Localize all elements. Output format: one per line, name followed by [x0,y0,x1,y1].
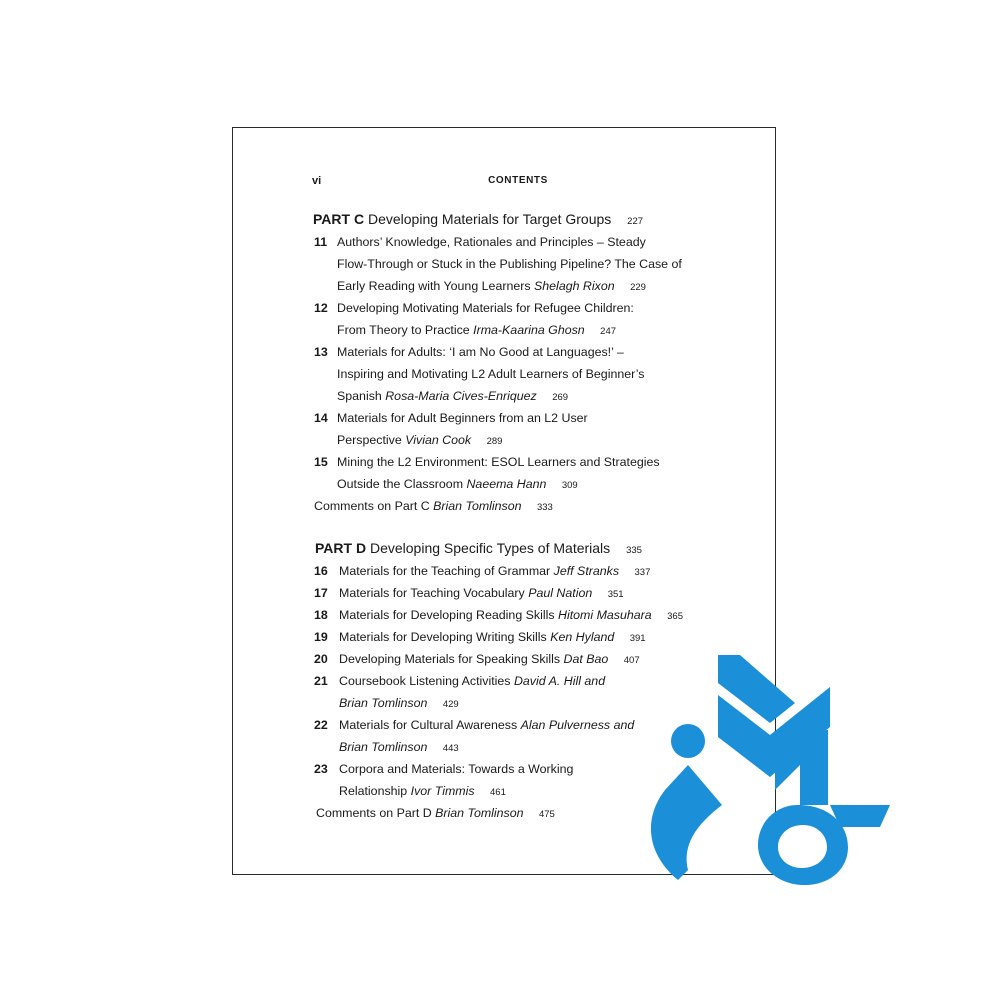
chapter-title-line: Perspective [337,433,402,447]
chapter-title-line: Early Reading with Young Learners [337,279,531,293]
chapter-number: 13 [314,345,328,359]
comments-author: Brian Tomlinson [433,499,522,513]
chapter-entry-last-line [337,389,568,403]
chapter-entry-last-line [339,740,459,754]
chapter-number: 16 [314,564,328,578]
chapter-author: Shelagh Rixon [534,279,615,293]
chapter-number: 21 [314,674,328,688]
part-title: Developing Specific Types of Materials [369,540,611,556]
chapter-entry-last-line [339,652,640,666]
part-label: PART D [315,540,367,556]
chapter-number: 18 [314,608,328,622]
chapter-title-line: Materials for Cultural Awareness [339,718,518,732]
chapter-entry-last-line [337,323,616,337]
chapter-entry-last-line [339,608,683,622]
page-ref: 337 [634,567,651,578]
chapter-number: 19 [314,630,328,644]
page-ref: 475 [538,809,555,820]
part-c-heading [313,211,643,227]
comments-label: Comments on Part C [314,499,430,513]
chapter-title-line: Coursebook Listening Activities [339,674,511,688]
page-ref: 309 [561,480,578,491]
chapter-author: Brian Tomlinson [339,740,428,754]
chapter-entry-last-line [339,630,646,644]
page-ref: 335 [626,545,642,556]
chapter-title-line: Materials for the Teaching of Grammar [339,564,551,578]
chapter-number: 15 [314,455,328,469]
chapter-author: Ivor Timmis [410,784,475,798]
chapter-title-line: Flow-Through or Stuck in the Publishing Pipeline? The Case of [337,257,682,271]
page-number: vi [312,175,322,187]
page-ref: 289 [486,436,503,447]
chapter-title-line: Spanish [337,389,382,403]
chapter-author: Jeff Stranks [553,564,620,578]
chapter-title-line: Mining the L2 Environment: ESOL Learners and Strategies [337,455,660,469]
page-ref: 333 [536,502,553,513]
chapter-title-line: Materials for Developing Reading Skills [339,608,555,622]
chapter-title-line: Materials for Developing Writing Skills [339,630,547,644]
chapter-number: 20 [314,652,328,666]
chapter-author: Ken Hyland [550,630,615,644]
chapter-author: Irma-Kaarina Ghosn [473,323,585,337]
chapter-entry-last-line [339,564,650,578]
chapter-title-line: From Theory to Practice [337,323,470,337]
chapter-title-line: Authors’ Knowledge, Rationales and Principles – Steady [337,235,646,249]
page-ref: 351 [607,589,624,600]
chapter-entry-last-line [339,696,459,710]
chapter-author: Rosa-Maria Cives-Enriquez [385,389,537,403]
chapter-author: Alan Pulverness and [520,718,635,732]
part-title: Developing Materials for Target Groups [367,211,612,227]
chapter-number: 22 [314,718,328,732]
chapter-title-line: Relationship [339,784,408,798]
part-comments [316,806,555,820]
page-ref: 461 [490,787,506,798]
page-ref: 391 [629,633,646,644]
chapter-number: 12 [314,301,328,315]
page-ref: 247 [600,326,617,337]
chapter-title-first-line [339,718,634,732]
chapter-title-line: Corpora and Materials: Towards a Working [339,762,574,776]
chapter-entry-last-line [337,477,578,491]
chapter-title-first-line [339,674,605,688]
chapter-author: David A. Hill and [513,674,606,688]
comments-label: Comments on Part D [316,806,432,820]
comments-author: Brian Tomlinson [435,806,524,820]
chapter-number: 23 [314,762,328,776]
page-ref: 269 [552,392,569,403]
page-ref: 429 [442,699,459,710]
chapter-entry-last-line [337,433,502,447]
page-title: CONTENTS [488,175,548,186]
chapter-entry-last-line [339,586,624,600]
chapter-author: Hitomi Masuhara [558,608,652,622]
page-ref: 365 [667,611,683,622]
chapter-number: 14 [314,411,328,425]
chapter-author: Vivian Cook [405,433,472,447]
chapter-title-line: Materials for Teaching Vocabulary [339,586,525,600]
part-d-heading [315,540,642,556]
chapter-title-line: Inspiring and Motivating L2 Adult Learners of Beginner’s [337,367,645,381]
chapter-title-line: Developing Motivating Materials for Refugee Children: [337,301,634,315]
chapter-entry-last-line [337,279,646,293]
part-comments [314,499,553,513]
chapter-number: 11 [314,235,328,249]
chapter-title-line: Developing Materials for Speaking Skills [339,652,561,666]
page-ref: 407 [623,655,640,666]
chapter-author: Paul Nation [528,586,593,600]
chapter-author: Brian Tomlinson [339,696,428,710]
part-label: PART C [313,211,365,227]
chapter-title-line: Outside the Classroom [337,477,464,491]
chapter-number: 17 [314,586,328,600]
chapter-author: Dat Bao [563,652,609,666]
chapter-title-line: Materials for Adult Beginners from an L2 User [337,411,588,425]
chapter-title-line: Materials for Adults: ‘I am No Good at Languages!’ – [337,345,624,359]
page-ref: 443 [442,743,459,754]
chapter-author: Naeema Hann [466,477,547,491]
chapter-entry-last-line [339,784,506,798]
page-ref: 227 [627,216,644,227]
publisher-logo-icon [630,655,890,885]
page-ref: 229 [630,282,646,293]
